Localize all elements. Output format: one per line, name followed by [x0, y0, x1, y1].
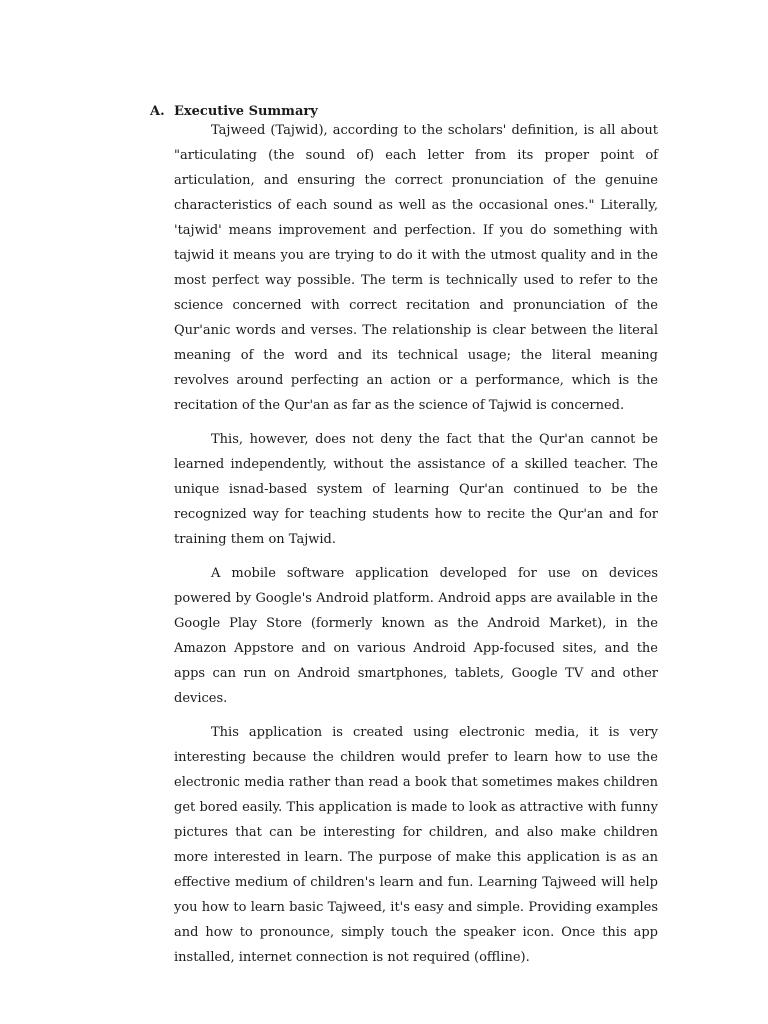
paragraph-application-purpose: This application is created using electronic media, it is very interesting because the children would prefer to learn how to use the electronic media rather than read a book that sometimes makes children get bored easily. This application is made to look as attractive with funny pictures that can be interesting for children, and also make children more interested in learn. The purpose of make this application is as an effective medium of children's learn and fun. Learning Tajweed will help you how to learn basic Tajweed, it's easy and simple. Providing examples and how to pronounce, simply touch the speaker icon. Once this app installed, internet connection is not required (offline). — [174, 725, 658, 965]
section-body — [174, 118, 658, 979]
paragraph-tajweed-definition: Tajweed (Tajwid), according to the scholars' definition, is all about "articulating (the sound of) each letter from its proper point of articulation, and ensuring the correct pronunciation of the genuine characteristics of each sound as well as the occasional ones." Literally, 'tajwid' means improvement and perfection. If you do something with tajwid it means you are trying to do it with the utmost quality and in the most perfect way possible. The term is technically used to refer to the science concerned with correct recitation and pronunciation of the Qur'anic words and verses. The relationship is clear between the literal meaning of the word and its technical usage; the literal meaning revolves around perfecting an action or a performance, which is the recitation of the Qur'an as far as the science of Tajwid is concerned. — [174, 123, 658, 413]
section-title: Executive Summary — [174, 104, 318, 119]
paragraph-teacher-requirement: This, however, does not deny the fact that the Qur'an cannot be learned independently, without the assistance of a skilled teacher. The unique isnad-based system of learning Qur'an continued to be the recognized way for teaching students how to recite the Qur'an and for training them on Tajwid. — [174, 432, 658, 547]
paragraph-android-platform: A mobile software application developed for use on devices powered by Google's Android platform. Android apps are available in the Google Play Store (formerly known as the Android Market), in the Amazon Appstore and on various Android App-focused sites, and the apps can run on Android smartphones, tablets, Google TV and other devices. — [174, 566, 658, 706]
section-number: A. — [150, 104, 165, 119]
